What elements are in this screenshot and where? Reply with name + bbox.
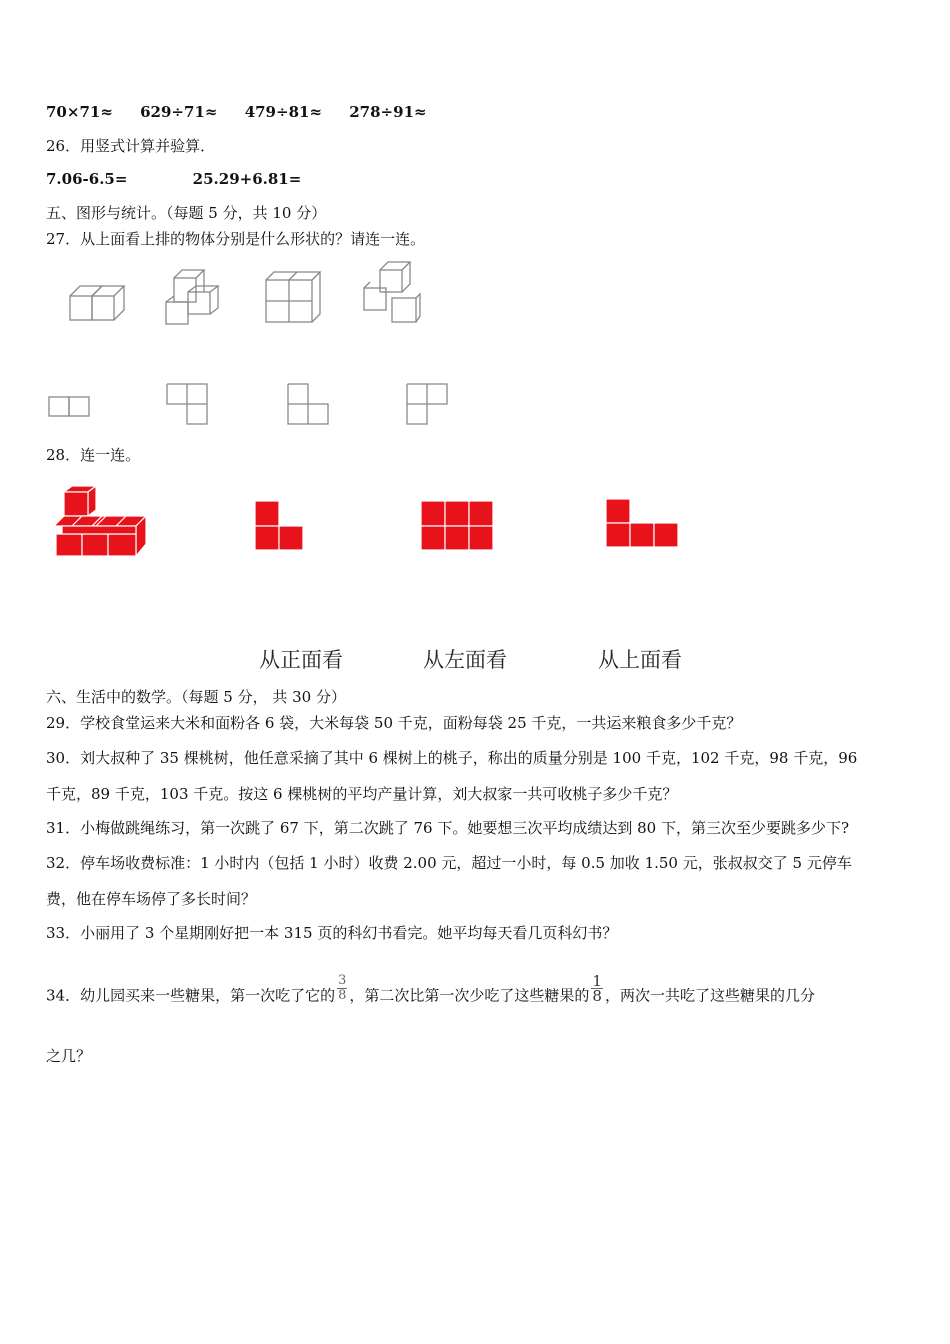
question-29: 29．学校食堂运来大米和面粉各 6 袋，大米每袋 50 千克，面粉每袋 25 千克，一共运来粮食多少千克？ [46, 714, 742, 732]
calc-item: 70×71≈ [46, 103, 113, 121]
question-32-line2: 费，他在停车场停了多长时间？ [46, 890, 257, 908]
red-view-long-l-shape [605, 498, 681, 550]
fraction-numerator: 1 [592, 972, 602, 990]
section-6-heading: 六、生活中的数学。（每题 5 分， 共 30 分） [46, 688, 346, 706]
cube-figure-3 [262, 270, 324, 326]
view-label-top: 从上面看 [598, 648, 682, 672]
red-view-rectangle [420, 500, 494, 552]
view-label-front: 从正面看 [259, 648, 343, 672]
question-32-line1: 32．停车场收费标准：1 小时内（包括 1 小时）收费 2.00 元，超过一小时，每 0.5 加收 1.50 元，张叔叔交了 5 元停车 [46, 854, 852, 872]
fraction-three-eighths [337, 974, 347, 1003]
cube-figure-2 [162, 266, 226, 328]
calc-item: 278÷91≈ [349, 103, 427, 121]
red-cube-figure [52, 486, 152, 560]
fraction-numerator: 3 [338, 973, 347, 988]
section-5-heading: 五、图形与统计。（每题 5 分，共 10 分） [46, 204, 327, 222]
fraction-denominator: 8 [338, 988, 347, 1003]
cube-figure-4 [358, 260, 424, 326]
calc-item: 7.06-6.5= [46, 170, 128, 188]
q34-text-part1: 34．幼儿园买来一些糖果，第一次吃了它的 [46, 986, 336, 1005]
q34-text-part3: ，两次一共吃了这些糖果的几分 [604, 986, 815, 1005]
calc-item: 479÷81≈ [244, 103, 323, 121]
question-30-line2: 千克，89 千克，103 千克。按这 6 棵桃树的平均产量计算，刘大叔家一共可收桃子多少千克？ [46, 785, 678, 803]
cube-figure-1 [66, 280, 126, 326]
question-28: 28．连一连。 [46, 446, 141, 464]
red-view-l-shape [254, 500, 306, 552]
calc-item: 629÷71≈ [140, 103, 218, 121]
question-30-line1: 30．刘大叔种了 35 棵桃树，他任意采摘了其中 6 棵树上的桃子，称出的质量分别是 100 千克，102 千克，98 千克，96 [46, 749, 858, 767]
fraction-one-eighth [591, 974, 603, 1003]
top-view-shape-1 [48, 396, 92, 418]
question-31: 31．小梅做跳绳练习，第一次跳了 67 下，第二次跳了 76 下。她要想三次平均成绩达到 80 下，第三次至少要跳多少下? [46, 819, 850, 837]
q25-calcs [46, 102, 427, 122]
view-label-left: 从左面看 [423, 648, 507, 672]
calc-item: 25.29+6.81= [192, 170, 302, 188]
question-33: 33．小丽用了 3 个星期刚好把一本 315 页的科幻书看完。她平均每天看几页科幻书？ [46, 924, 618, 942]
q26-calcs [46, 169, 301, 189]
q34-text-part2: ，第二次比第一次少吃了这些糖果的 [349, 986, 590, 1005]
question-34-line2: 之几？ [46, 1047, 92, 1065]
question-27: 27．从上面看上排的物体分别是什么形状的？请连一连。 [46, 230, 426, 248]
fraction-denominator: 8 [592, 987, 602, 1005]
top-view-shape-2 [166, 383, 210, 427]
top-view-shape-3 [287, 383, 331, 427]
question-34-line1 [46, 972, 815, 1011]
question-26: 26．用竖式计算并验算． [46, 137, 216, 155]
top-view-shape-4 [406, 383, 452, 429]
